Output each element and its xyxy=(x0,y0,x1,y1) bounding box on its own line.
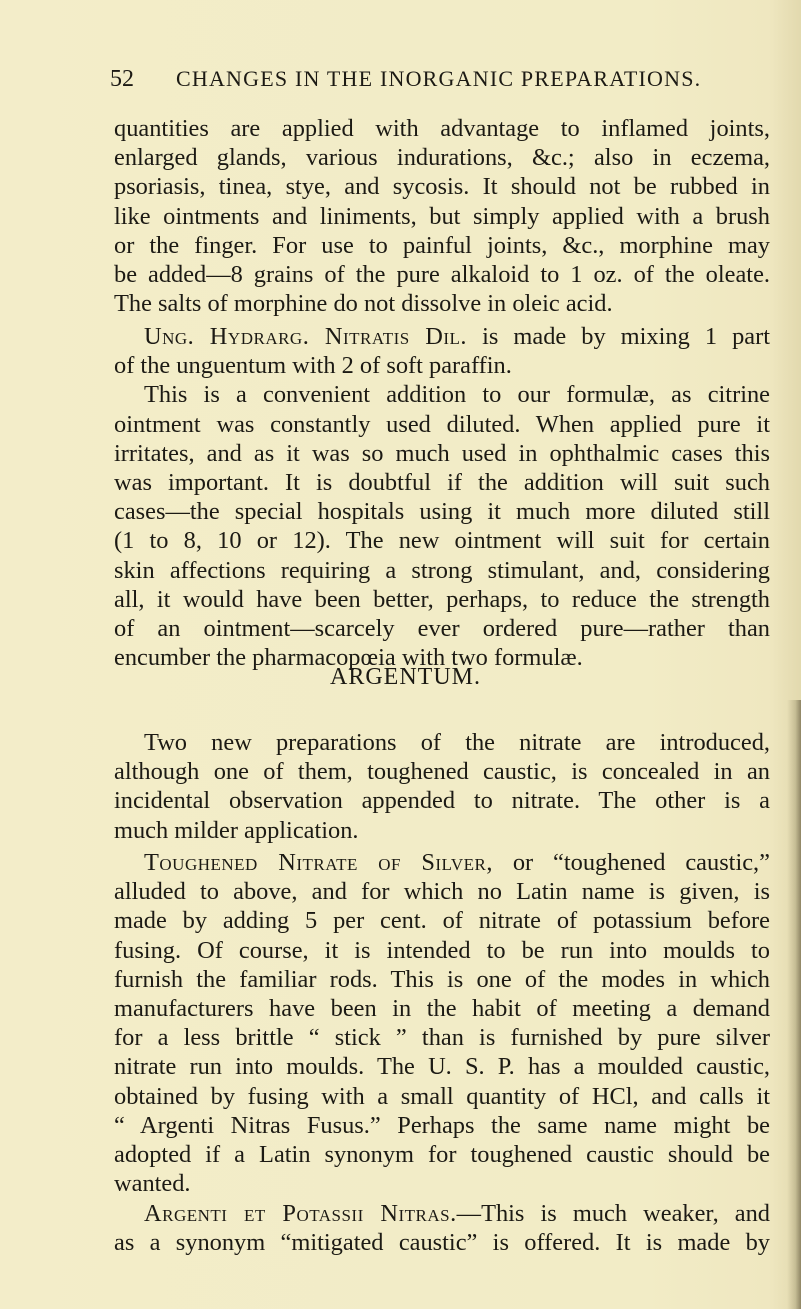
text-line: as a synonym “mitigated caustic” is offered. It is made by xyxy=(114,1229,770,1257)
text-line: or the finger. For use to painful joints, &c., morphine may xyxy=(114,231,770,259)
text-line xyxy=(114,848,770,877)
section-heading xyxy=(0,664,801,691)
text-line: be added—8 grains of the pure alkaloid to 1 oz. of the oleate. xyxy=(114,261,770,289)
text-line: (1 to 8, 10 or 12). The new ointment will suit for certain xyxy=(114,527,770,555)
text-line xyxy=(114,322,770,351)
running-header xyxy=(110,66,701,93)
entry-text: is made by mixing 1 part xyxy=(467,323,770,350)
entry-text: —This is much weaker, and xyxy=(456,1200,770,1227)
text-line xyxy=(114,1199,770,1228)
text-line: of an ointment—scarcely ever ordered pure—rather than xyxy=(114,615,770,643)
text-line: made by adding 5 per cent. of nitrate of potassium before xyxy=(114,907,770,935)
text-line: adopted if a Latin synonym for toughened caustic should be xyxy=(114,1141,770,1169)
text-line: Two new preparations of the nitrate are introduced, xyxy=(144,729,770,756)
page-edge-shadow xyxy=(787,700,801,1309)
text-line: incidental observation appended to nitrate. The other is a xyxy=(114,787,770,815)
text-line: manufacturers have been in the habit of meeting a demand xyxy=(114,995,770,1023)
entry-title: Toughened Nitrate of Silver, xyxy=(144,849,493,876)
paragraph-argentum-intro xyxy=(114,728,770,845)
text-line: alluded to above, and for which no Latin name is given, is xyxy=(114,878,770,906)
entry-title: Argenti et Potassii Nitras. xyxy=(144,1200,457,1227)
text-line: furnish the familiar rods. This is one of the modes in which xyxy=(114,965,770,993)
text-line: ointment was constantly used diluted. When applied pure it xyxy=(114,410,770,438)
text-line: although one of them, toughened caustic, is concealed in an xyxy=(114,758,770,786)
entry-text: or “toughened caustic,” xyxy=(492,849,770,876)
text-line: “ Argenti Nitras Fusus.” Perhaps the same name might be xyxy=(114,1111,770,1139)
paragraph-toughened-nitrate xyxy=(114,848,770,1198)
page-number: 52 xyxy=(110,66,134,92)
text-line: of the unguentum with 2 of soft paraffin. xyxy=(114,352,512,380)
section-heading-text: ARGENTUM. xyxy=(330,664,481,690)
text-line: much milder application. xyxy=(114,816,359,844)
text-line: skin affections requiring a strong stimulant, and, considering xyxy=(114,556,770,584)
text-line: obtained by fusing with a small quantity of HCl, and calls it xyxy=(114,1082,770,1110)
text-line: irritates, and as it was so much used in ophthalmic cases this xyxy=(114,439,770,467)
text-line: fusing. Of course, it is intended to be run into moulds to xyxy=(114,936,770,964)
running-title: CHANGES IN THE INORGANIC PREPARATIONS. xyxy=(176,66,702,91)
text-line: was important. It is doubtful if the addition will suit such xyxy=(114,469,770,497)
text-line: all, it would have been better, perhaps, to reduce the strength xyxy=(114,585,770,613)
text-line: The salts of morphine do not dissolve in oleic acid. xyxy=(114,290,613,318)
text-line: nitrate run into moulds. The U. S. P. has a moulded caustic, xyxy=(114,1053,770,1081)
text-line: like ointments and liniments, but simply applied with a brush xyxy=(114,202,770,230)
paragraph-ung-hydrarg xyxy=(114,322,770,672)
text-line: encumber the pharmacopœia with two formulæ. xyxy=(114,644,583,672)
text-line: wanted. xyxy=(114,1170,191,1198)
text-line: This is a convenient addition to our formulæ, as citrine xyxy=(144,381,770,409)
entry-title: Ung. Hydrarg. Nitratis Dil. xyxy=(144,323,468,350)
text-line: cases—the special hospitals using it much more diluted still xyxy=(114,498,770,526)
text-line: for a less brittle “ stick ” than is furnished by pure silver xyxy=(114,1024,770,1052)
paragraph-argenti-potassii xyxy=(114,1199,770,1257)
paragraph-oleate-continued xyxy=(114,114,770,318)
text-line: quantities are applied with advantage to inflamed joints, xyxy=(114,115,770,142)
text-line: psoriasis, tinea, stye, and sycosis. It should not be rubbed in xyxy=(114,173,770,201)
text-line: enlarged glands, various indurations, &c.; also in eczema, xyxy=(114,144,770,172)
